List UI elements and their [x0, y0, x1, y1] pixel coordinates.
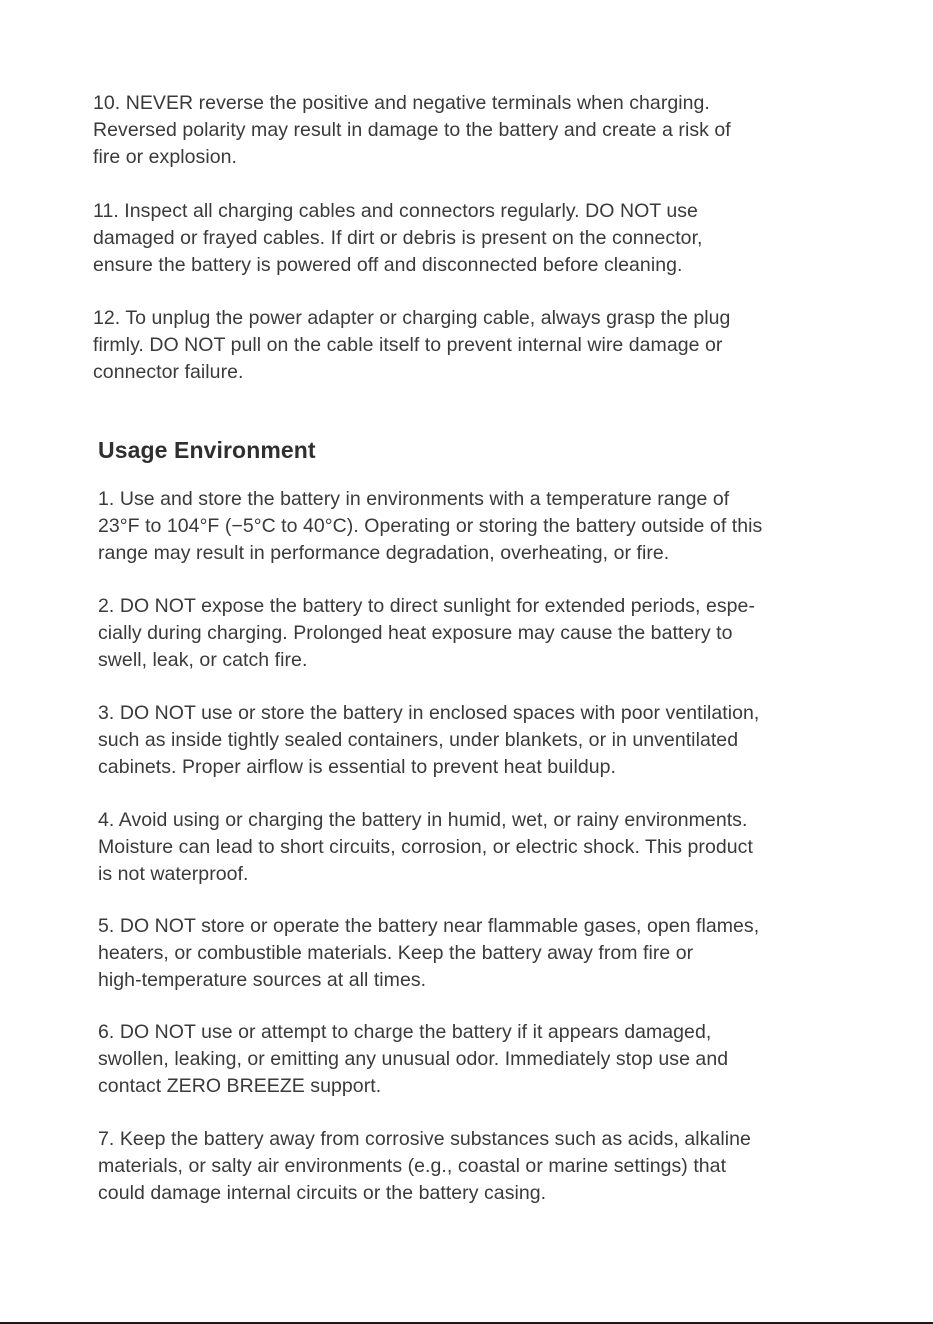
text-line: 6. DO NOT use or attempt to charge the battery if it appears damaged, — [98, 1021, 712, 1043]
text-line: 5. DO NOT store or operate the battery near flammable gases, open flames, — [98, 915, 760, 937]
text-line: firmly. DO NOT pull on the cable itself to prevent internal wire damage or — [93, 334, 723, 356]
charging-item-10 — [93, 90, 731, 171]
text-line: swell, leak, or catch fire. — [98, 649, 308, 671]
text-line: fire or explosion. — [93, 146, 237, 168]
charging-item-11 — [93, 198, 703, 279]
text-line: 1. Use and store the battery in environments with a temperature range of — [98, 488, 730, 510]
text-line: cially during charging. Prolonged heat exposure may cause the battery to — [98, 622, 733, 644]
text-line: heaters, or combustible materials. Keep the battery away from fire or — [98, 942, 694, 964]
text-line: such as inside tightly sealed containers, under blankets, or in unventilated — [98, 729, 739, 751]
text-line: swollen, leaking, or emitting any unusual odor. Immediately stop use and — [98, 1048, 729, 1070]
text-line: 2. DO NOT expose the battery to direct sunlight for extended periods, espe- — [98, 595, 755, 617]
text-line: 10. NEVER reverse the positive and negative terminals when charging. — [93, 92, 710, 114]
usage-item-4 — [98, 807, 753, 888]
text-line: is not waterproof. — [98, 863, 249, 885]
text-line: 4. Avoid using or charging the battery in humid, wet, or rainy environments. — [98, 809, 748, 831]
text-line: range may result in performance degradation, overheating, or fire. — [98, 542, 670, 564]
usage-item-1 — [98, 486, 762, 567]
text-line: 7. Keep the battery away from corrosive substances such as acids, alkaline — [98, 1128, 751, 1150]
usage-item-3 — [98, 700, 759, 781]
usage-item-2 — [98, 593, 755, 674]
text-line: connector failure. — [93, 361, 244, 383]
text-line: could damage internal circuits or the battery casing. — [98, 1182, 547, 1204]
text-line: ensure the battery is powered off and disconnected before cleaning. — [93, 254, 683, 276]
text-line: Moisture can lead to short circuits, corrosion, or electric shock. This product — [98, 836, 753, 858]
usage-item-5 — [98, 913, 759, 994]
section-heading-usage-environment: Usage Environment — [98, 437, 316, 463]
text-line: 3. DO NOT use or store the battery in enclosed spaces with poor ventilation, — [98, 702, 760, 724]
text-line: 23°F to 104°F (−5°C to 40°C). Operating or storing the battery outside of this — [98, 515, 763, 537]
text-line: materials, or salty air environments (e.g., coastal or marine settings) that — [98, 1155, 727, 1177]
text-line: damaged or frayed cables. If dirt or debris is present on the connector, — [93, 227, 703, 249]
text-line: contact ZERO BREEZE support. — [98, 1075, 382, 1097]
text-line: 11. Inspect all charging cables and connectors regularly. DO NOT use — [93, 200, 698, 222]
usage-item-7 — [98, 1126, 751, 1207]
text-line: Reversed polarity may result in damage to the battery and create a risk of — [93, 119, 731, 141]
usage-item-6 — [98, 1019, 728, 1100]
text-line: 12. To unplug the power adapter or charging cable, always grasp the plug — [93, 307, 731, 329]
text-line: cabinets. Proper airflow is essential to prevent heat buildup. — [98, 756, 616, 778]
charging-item-12 — [93, 305, 730, 386]
text-line: high-temperature sources at all times. — [98, 969, 427, 991]
